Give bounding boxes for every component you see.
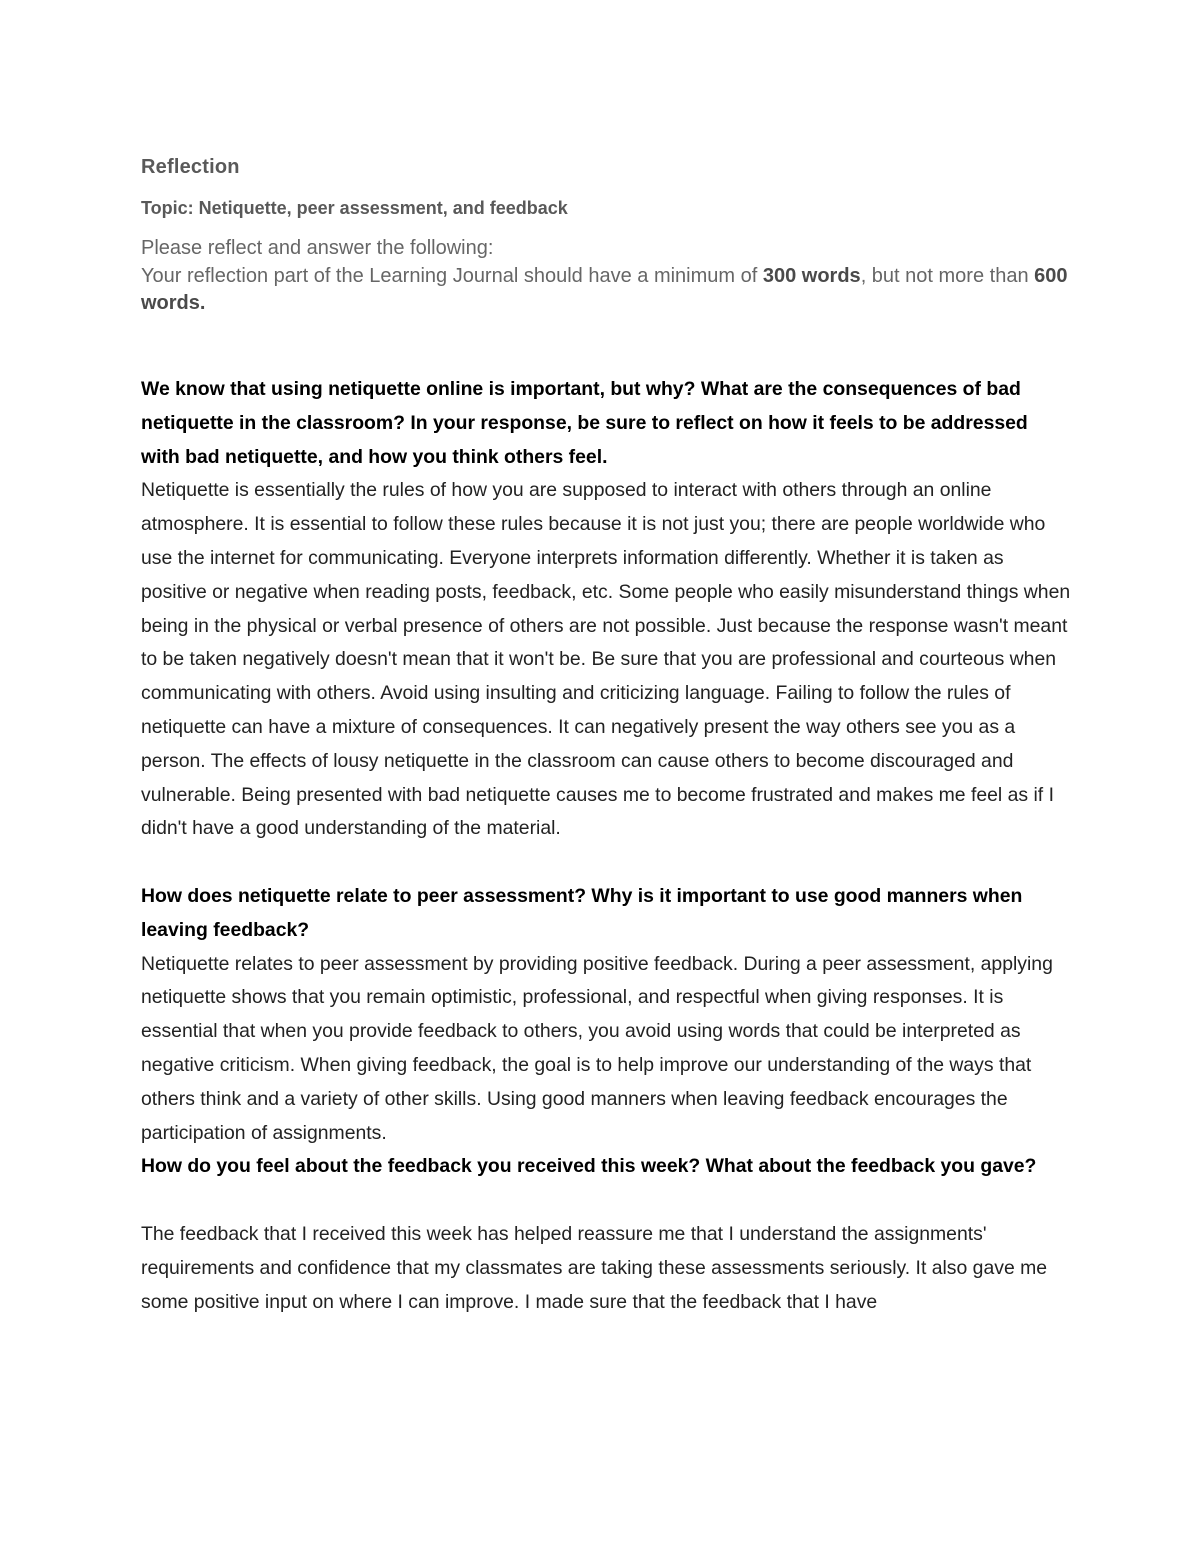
question-3: How do you feel about the feedback you received this week? What about the feedback you gave? [141,1155,1037,1178]
instructions-line-2 [141,263,1071,318]
answer-3: The feedback that I received this week has helped reassure me that I understand the assignments' requirements and confidence that my classmates are taking these assessments seriously. It also gave me some positive input on where I can improve. I made sure that the feedback that I have [141,1222,1048,1313]
spacer [141,846,1071,880]
instructions-text-mid: , but not more than [860,264,1035,287]
page-title: Reflection [141,156,240,178]
spacer [141,1184,1071,1218]
instructions [141,235,1071,318]
instructions-line-1: Please reflect and answer the following: [141,237,494,259]
topic-heading: Topic: Netiquette, peer assessment, and feedback [141,198,568,218]
reflection-content [141,373,1071,1319]
instructions-text-pre: Your reflection part of the Learning Journal should have a minimum of [141,264,763,287]
question-2: How does netiquette relate to peer assessment? Why is it important to use good manners when leaving feedback? [141,884,1023,941]
answer-1: Netiquette is essentially the rules of how you are supposed to interact with others through an online atmosphere. It is essential to follow these rules because it is not just you; there are people worldwide who use the internet for communicating. Everyone interprets information differently. Whether it is taken as positive or negative when reading posts, feedback, etc. Some people who easily misunderstand things when being in the physical or verbal presence of others are not possible. Just because the response wasn't meant to be taken negatively doesn't mean that it won't be. Be sure that you are professional and courteous when communicating with others. Avoid using insulting and criticizing language. Failing to follow the rules of netiquette can have a mixture of consequences. It can negatively present the way others see you as a person. The effects of lousy netiquette in the classroom can cause others to become discouraged and vulnerable. Being presented with bad netiquette causes me to become frustrated and makes me feel as if I didn't have a good understanding of the material. [141,479,1071,840]
answer-2: Netiquette relates to peer assessment by providing positive feedback. During a peer assessment, applying netiquette shows that you remain optimistic, professional, and respectful when giving responses. It is essential that when you provide feedback to others, you avoid using words that could be interpreted as negative criticism. When giving feedback, the goal is to help improve our understanding of the ways that others think and a variety of other skills. Using good manners when leaving feedback encourages the participation of assignments. [141,952,1053,1144]
min-words: 300 words [762,264,861,287]
question-1: We know that using netiquette online is important, but why? What are the consequences of bad netiquette in the classroom? In your response, be sure to reflect on how it feels to be addressed with bad netiquette, and how you think others feel. [141,378,1028,468]
max-words: 600 words. [141,264,1068,314]
